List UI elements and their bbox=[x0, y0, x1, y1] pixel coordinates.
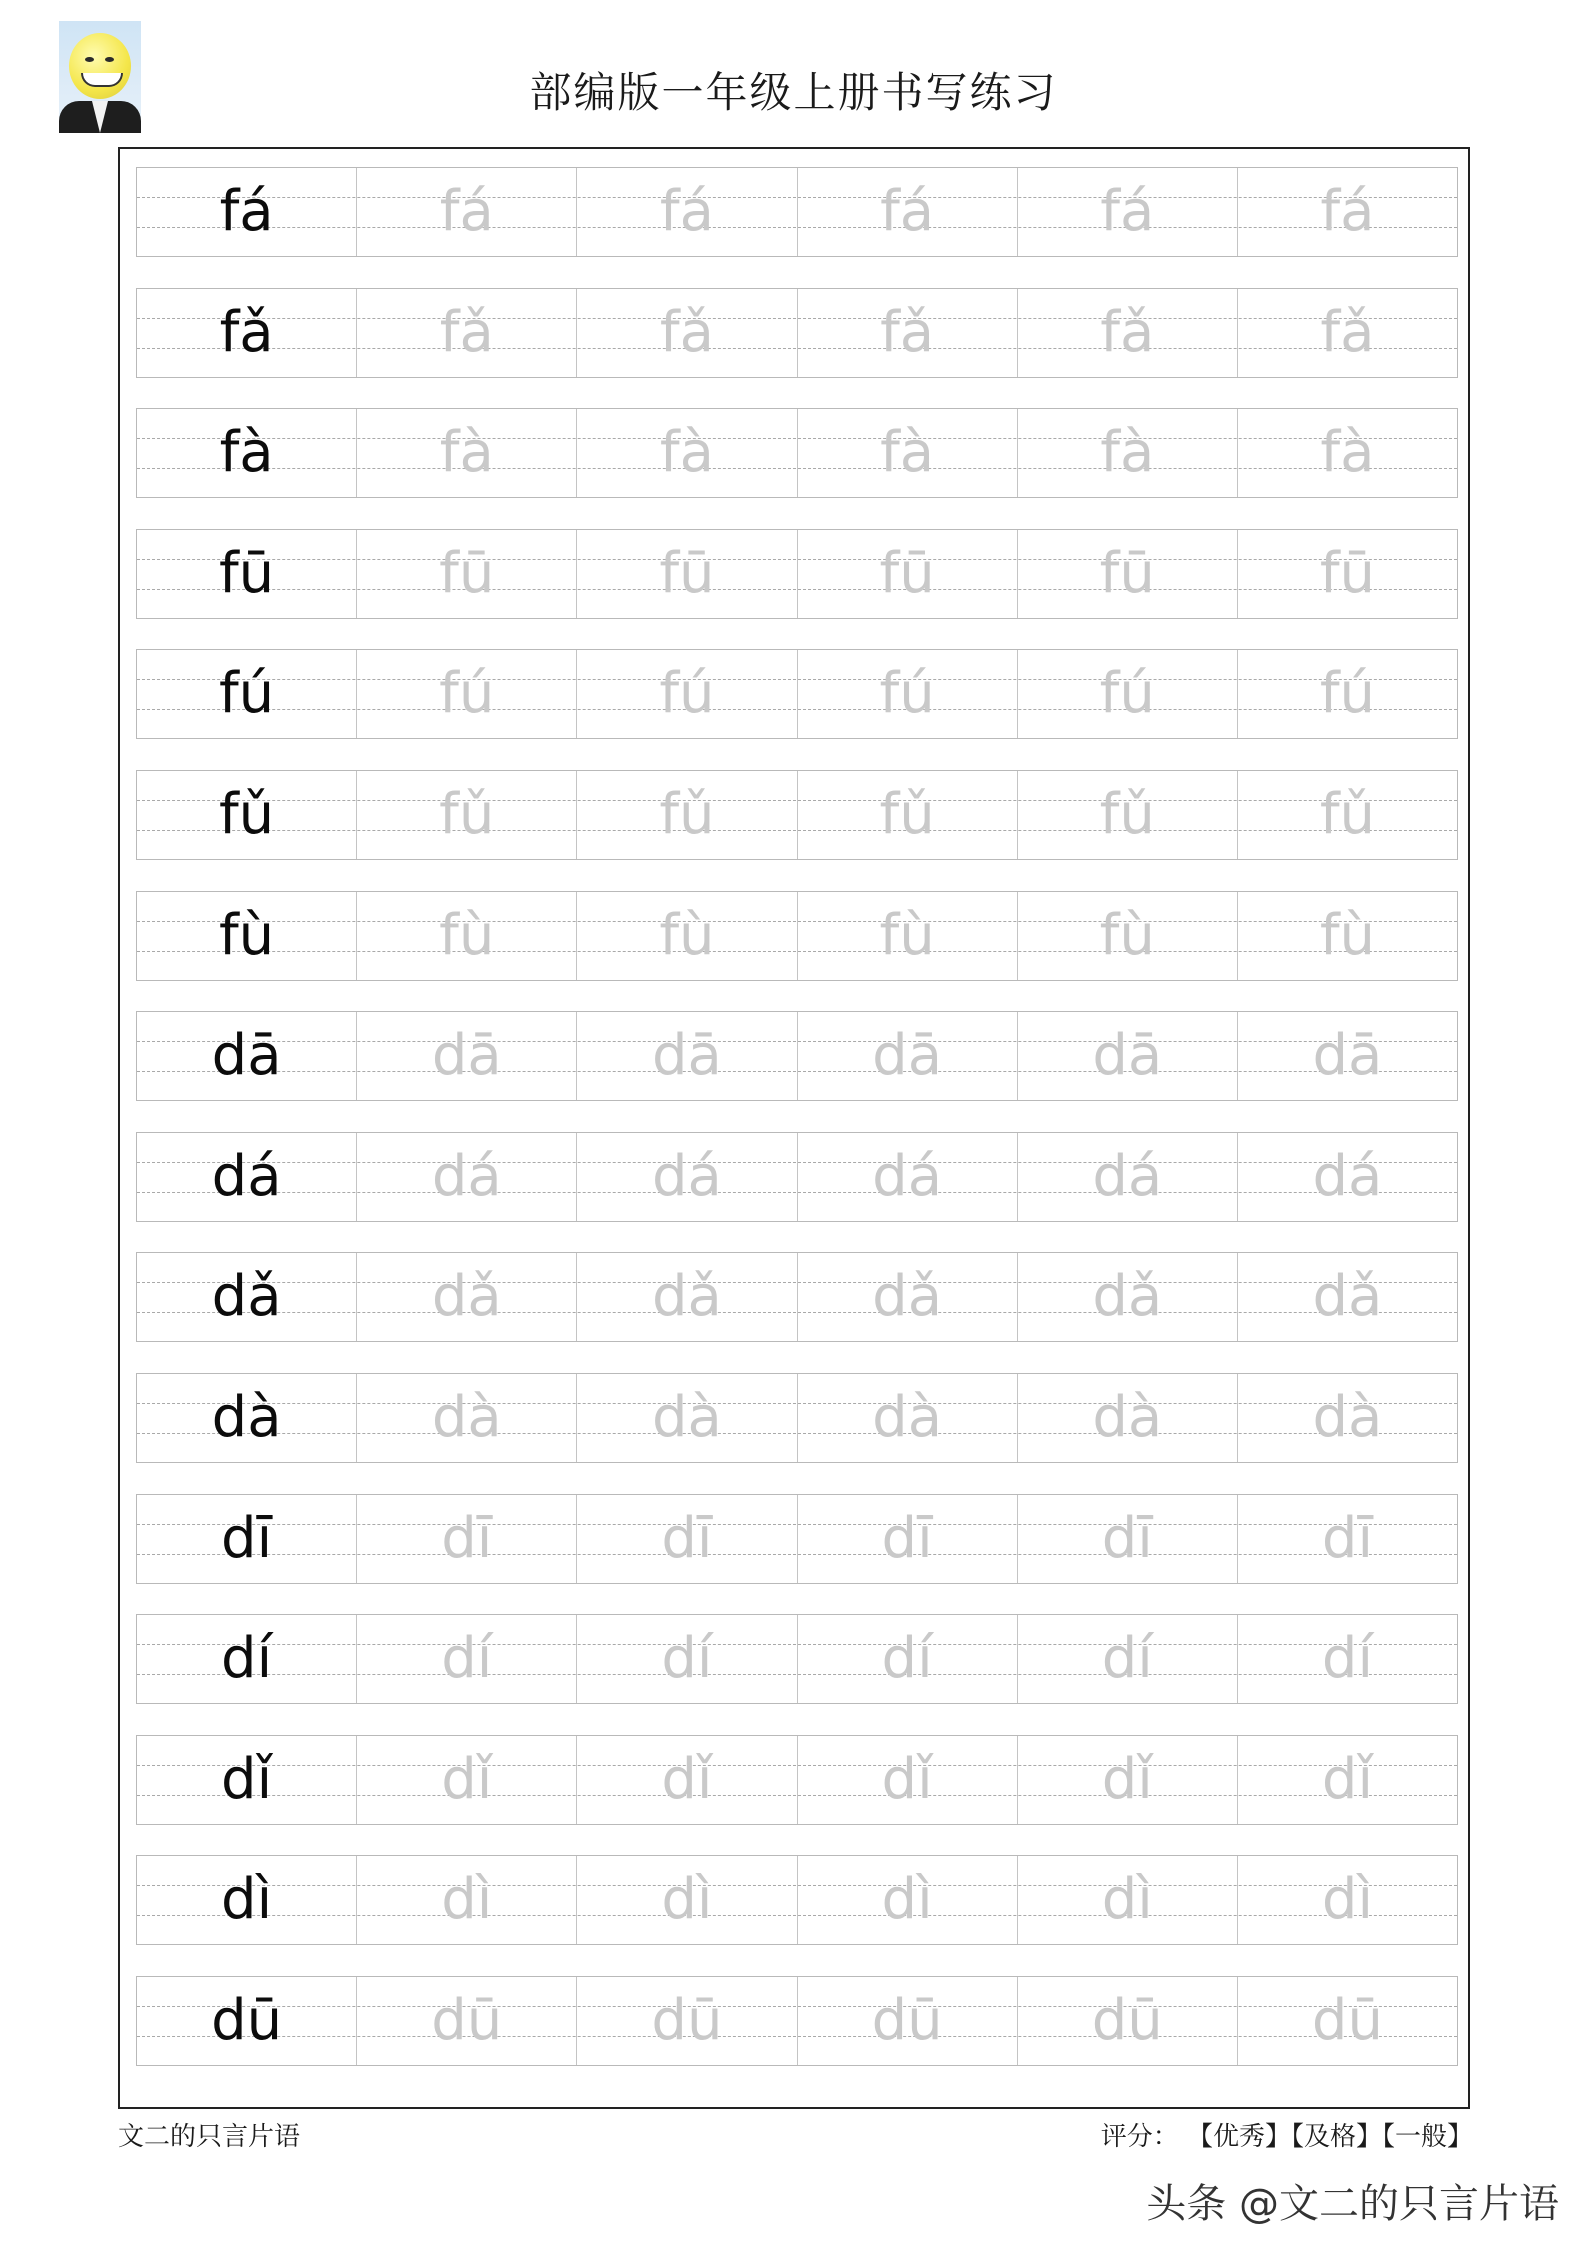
trace-syllable: dí bbox=[1321, 1626, 1373, 1692]
trace-syllable: dǐ bbox=[357, 1736, 577, 1824]
trace-syllable: dí bbox=[577, 1615, 797, 1703]
trace-syllable: fù bbox=[1319, 902, 1376, 968]
trace-syllable: fǎ bbox=[357, 289, 577, 377]
trace-syllable: dī bbox=[1321, 1505, 1373, 1571]
practice-sheet bbox=[118, 147, 1470, 2109]
trace-syllable: fú bbox=[1018, 650, 1238, 738]
model-syllable: fà bbox=[137, 409, 357, 497]
trace-syllable: fǔ bbox=[1018, 771, 1238, 859]
trace-syllable: fǔ bbox=[1319, 782, 1376, 847]
practice-row bbox=[136, 167, 1458, 257]
author-name: 文二的只言片语 bbox=[118, 2122, 301, 2152]
trace-syllable: fǔ bbox=[798, 771, 1018, 859]
practice-row bbox=[136, 891, 1458, 981]
trace-syllable: dà bbox=[577, 1374, 797, 1462]
score-options: 【优秀】【及格】【一般】 bbox=[1186, 2122, 1473, 2152]
trace-syllable: fá bbox=[1018, 168, 1238, 256]
trace-syllable: fù bbox=[577, 892, 797, 980]
trace-syllable: fá bbox=[798, 168, 1018, 256]
practice-row bbox=[136, 649, 1458, 739]
trace-syllable: fǎ bbox=[1320, 299, 1375, 365]
trace-syllable: fù bbox=[1018, 892, 1238, 980]
trace-syllable: dā bbox=[1312, 1023, 1383, 1089]
trace-syllable: dī bbox=[577, 1495, 797, 1583]
trace-syllable: dá bbox=[1312, 1143, 1383, 1209]
model-syllable: dì bbox=[137, 1856, 357, 1944]
trace-syllable: dì bbox=[1321, 1867, 1373, 1933]
practice-row bbox=[136, 1614, 1458, 1704]
model-syllable: dā bbox=[137, 1012, 357, 1100]
trace-syllable: dī bbox=[357, 1495, 577, 1583]
trace-syllable: dí bbox=[798, 1615, 1018, 1703]
trace-syllable: fū bbox=[1319, 540, 1376, 606]
trace-syllable: fú bbox=[798, 650, 1018, 738]
trace-syllable: dǎ bbox=[357, 1253, 577, 1341]
practice-row bbox=[136, 1373, 1458, 1463]
trace-syllable: dí bbox=[357, 1615, 577, 1703]
practice-row bbox=[136, 1855, 1458, 1945]
trace-syllable: dǐ bbox=[1321, 1746, 1373, 1812]
practice-row bbox=[136, 1976, 1458, 2066]
trace-syllable: fǔ bbox=[577, 771, 797, 859]
practice-row bbox=[136, 1011, 1458, 1101]
trace-syllable: dì bbox=[577, 1856, 797, 1944]
trace-syllable: fá bbox=[357, 168, 577, 256]
trace-syllable: dì bbox=[357, 1856, 577, 1944]
practice-row bbox=[136, 408, 1458, 498]
trace-syllable: dà bbox=[1312, 1385, 1383, 1450]
trace-syllable: fú bbox=[1319, 661, 1376, 727]
trace-syllable: dà bbox=[1018, 1374, 1238, 1462]
trace-syllable: fù bbox=[798, 892, 1018, 980]
trace-syllable: dī bbox=[798, 1495, 1018, 1583]
model-syllable: dà bbox=[137, 1374, 357, 1462]
trace-syllable: fá bbox=[577, 168, 797, 256]
score-label: 评分： bbox=[1100, 2122, 1179, 2152]
model-syllable: fǎ bbox=[137, 289, 357, 377]
trace-syllable: dī bbox=[1018, 1495, 1238, 1583]
trace-syllable: fú bbox=[357, 650, 577, 738]
trace-syllable: dā bbox=[577, 1012, 797, 1100]
trace-syllable: fá bbox=[1320, 179, 1375, 244]
trace-syllable: dì bbox=[1018, 1856, 1238, 1944]
trace-syllable: dá bbox=[577, 1133, 797, 1221]
model-syllable: fǔ bbox=[137, 771, 357, 859]
practice-row bbox=[136, 1494, 1458, 1584]
model-syllable: dǎ bbox=[137, 1253, 357, 1341]
model-syllable: dū bbox=[137, 1977, 357, 2065]
trace-syllable: dā bbox=[1018, 1012, 1238, 1100]
trace-syllable: fà bbox=[577, 409, 797, 497]
trace-syllable: fà bbox=[1018, 409, 1238, 497]
trace-syllable: dá bbox=[357, 1133, 577, 1221]
practice-row bbox=[136, 1132, 1458, 1222]
model-syllable: dí bbox=[137, 1615, 357, 1703]
trace-syllable: fà bbox=[1320, 420, 1375, 486]
trace-syllable: dū bbox=[1311, 1988, 1383, 2053]
trace-syllable: dì bbox=[798, 1856, 1018, 1944]
model-syllable: fū bbox=[137, 530, 357, 618]
trace-syllable: dā bbox=[357, 1012, 577, 1100]
trace-syllable: fà bbox=[357, 409, 577, 497]
trace-syllable: dá bbox=[798, 1133, 1018, 1221]
trace-syllable: fū bbox=[577, 530, 797, 618]
practice-row bbox=[136, 288, 1458, 378]
trace-syllable: dǐ bbox=[1018, 1736, 1238, 1824]
practice-row bbox=[136, 1252, 1458, 1342]
trace-syllable: dū bbox=[577, 1977, 797, 2065]
trace-syllable: dū bbox=[357, 1977, 577, 2065]
trace-syllable: fú bbox=[577, 650, 797, 738]
trace-syllable: fǎ bbox=[577, 289, 797, 377]
trace-syllable: fǔ bbox=[357, 771, 577, 859]
trace-syllable: fū bbox=[1018, 530, 1238, 618]
model-syllable: fá bbox=[137, 168, 357, 256]
trace-syllable: fǎ bbox=[798, 289, 1018, 377]
trace-syllable: dǎ bbox=[798, 1253, 1018, 1341]
practice-row bbox=[136, 770, 1458, 860]
trace-syllable: dǎ bbox=[1018, 1253, 1238, 1341]
trace-syllable: fà bbox=[798, 409, 1018, 497]
trace-syllable: dū bbox=[1018, 1977, 1238, 2065]
watermark: 头条 @文二的只言片语 bbox=[1146, 2181, 1559, 2227]
trace-syllable: dà bbox=[798, 1374, 1018, 1462]
trace-syllable: dǐ bbox=[798, 1736, 1018, 1824]
model-syllable: dá bbox=[137, 1133, 357, 1221]
page-title: 部编版一年级上册书写练习 bbox=[529, 68, 1058, 117]
score-section bbox=[1101, 2116, 1473, 2153]
model-syllable: fù bbox=[137, 892, 357, 980]
model-syllable: dī bbox=[137, 1495, 357, 1583]
trace-syllable: fū bbox=[357, 530, 577, 618]
trace-syllable: dū bbox=[798, 1977, 1018, 2065]
trace-syllable: dǎ bbox=[577, 1253, 797, 1341]
trace-syllable: dí bbox=[1018, 1615, 1238, 1703]
model-syllable: dǐ bbox=[137, 1736, 357, 1824]
trace-syllable: fǎ bbox=[1018, 289, 1238, 377]
trace-syllable: dà bbox=[357, 1374, 577, 1462]
trace-syllable: fù bbox=[357, 892, 577, 980]
model-syllable: fú bbox=[137, 650, 357, 738]
practice-row bbox=[136, 529, 1458, 619]
trace-syllable: dá bbox=[1018, 1133, 1238, 1221]
trace-syllable: dǎ bbox=[1312, 1264, 1383, 1330]
practice-row bbox=[136, 1735, 1458, 1825]
trace-syllable: fū bbox=[798, 530, 1018, 618]
trace-syllable: dǐ bbox=[577, 1736, 797, 1824]
trace-syllable: dā bbox=[798, 1012, 1018, 1100]
